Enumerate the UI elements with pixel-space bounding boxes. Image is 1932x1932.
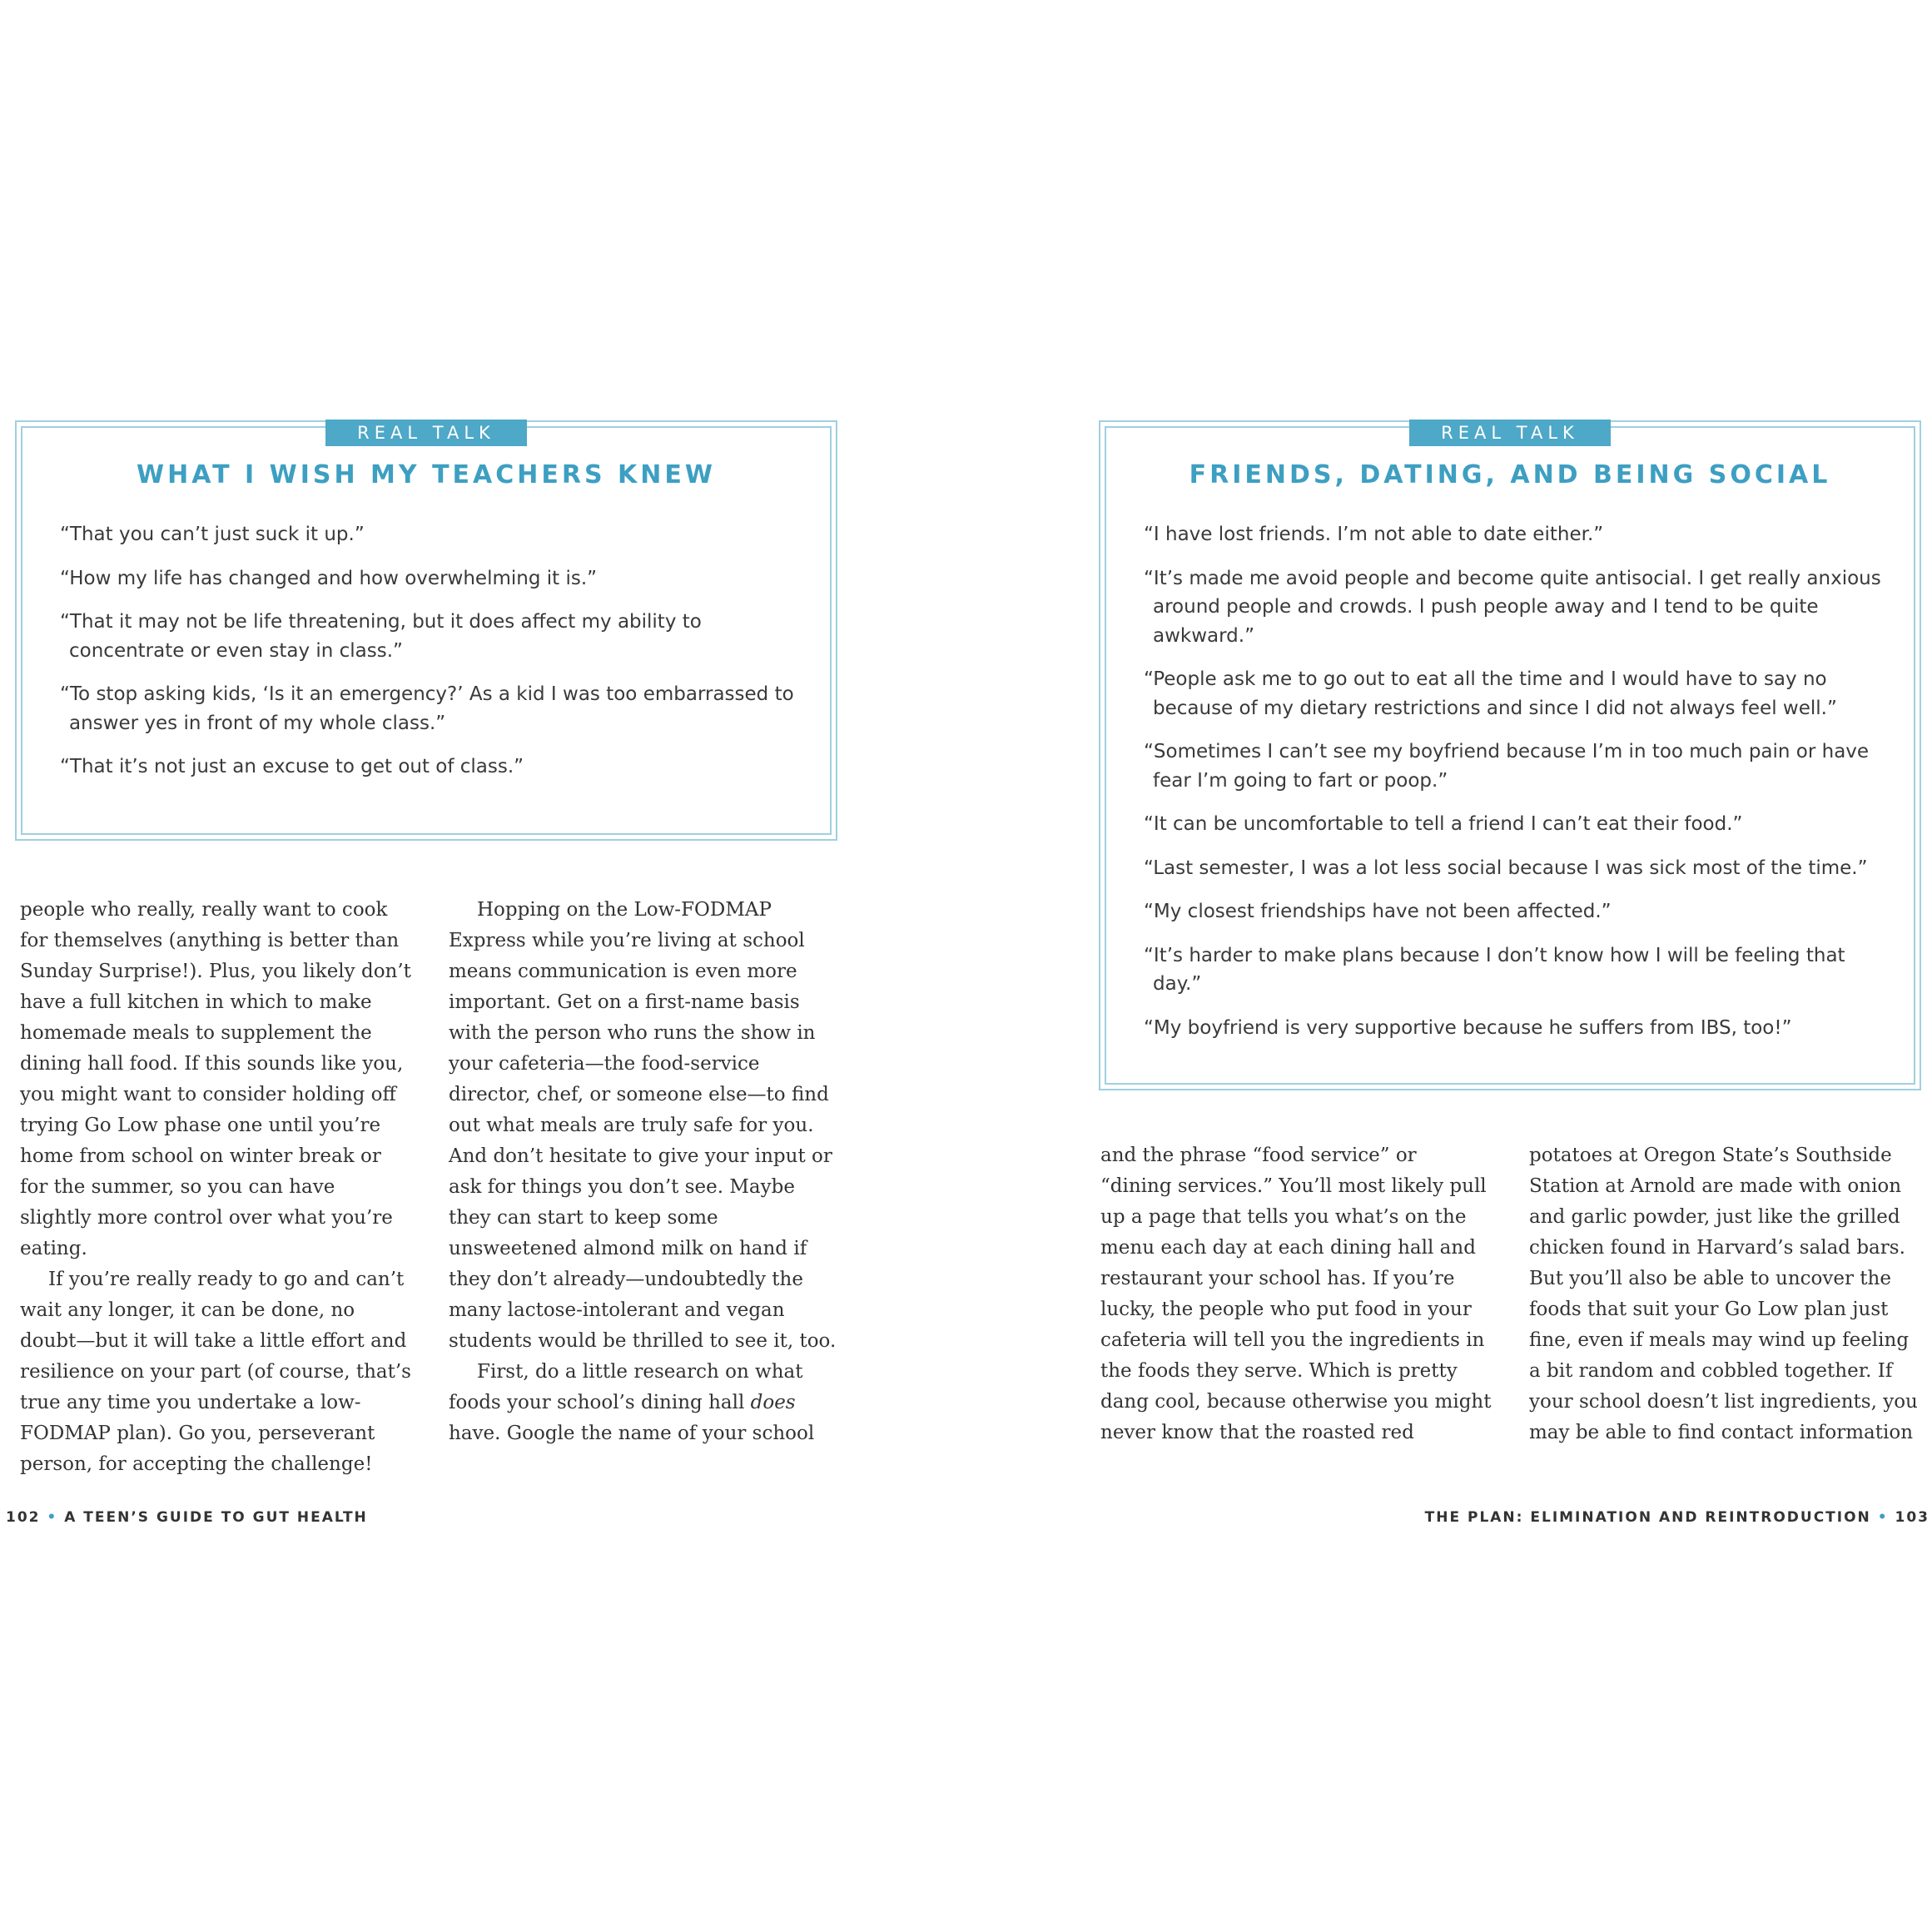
sidebar-title: FRIENDS, DATING, AND BEING SOCIAL <box>1189 460 1831 489</box>
quote-list <box>60 520 802 797</box>
quote: “That you can’t just suck it up.” <box>60 524 365 545</box>
running-head: A TEEN’S GUIDE TO GUT HEALTH <box>64 1509 368 1526</box>
body-paragraph: If you’re really ready to go and can’t wait any longer, it can be done, no doubt—but it will take a little effort and resilience on your part (of course, that’s true any time you undertake a low-FODMAP plan). Go you, perseverant person, for accepting the challenge! <box>20 1269 411 1475</box>
quote: “It’s made me avoid people and become quite antisocial. I get really anxious around people and crowds. I push people away and I tend to be quite awkward.” <box>1144 567 1881 647</box>
bullet-separator: • <box>47 1509 58 1526</box>
page-number: 102 <box>6 1509 41 1526</box>
sidebar-title: WHAT I WISH MY TEACHERS KNEW <box>137 460 716 489</box>
bullet-separator: • <box>1877 1509 1889 1526</box>
quote: “That it may not be life threatening, but it does affect my ability to concentrate or even stay in class.” <box>60 611 702 662</box>
page-number: 103 <box>1895 1509 1930 1526</box>
text-run: First, do a little research on what foods your school’s dining hall <box>449 1361 803 1413</box>
body-paragraph: potatoes at Oregon State’s Southside Station at Arnold are made with onion and garlic powder, just like the grilled chicken found in Harvard’s salad bars. But you’ll also be able to uncover the foods that suit your Go Low plan just fine, even if meals may wind up feeling a bit random and cobbled together. If your school doesn’t list ingredients, you may be able to find contact information <box>1529 1145 1918 1443</box>
body-paragraph: and the phrase “food service” or “dining services.” You’ll most likely pull up a page that tells you what’s on the menu each day at each dining hall and restaurant your school has. If you’re lucky, the people who put food in your cafeteria will tell you the ingredients in the foods they serve. Which is pretty dang cool, because otherwise you might never know that the roasted red <box>1100 1145 1492 1443</box>
emphasis: does <box>750 1392 796 1413</box>
quote: “My boyfriend is very supportive because he suffers from IBS, too!” <box>1144 1016 1792 1039</box>
quote: “I have lost friends. I’m not able to date either.” <box>1144 524 1604 545</box>
footer-left <box>6 1509 368 1526</box>
right-page <box>966 0 1932 1932</box>
body-paragraph: Hopping on the Low-FODMAP Express while you’re living at school means communication is even more important. Get on a first-name basis with the person who runs the show in your cafeteria—the food-service director, chef, or someone else—to find out what meals are truly safe for you. And don’t hesitate to give your input or ask for things you don’t see. Maybe they can start to keep some unsweetened almond milk on hand if they don’t already—undoubtedly the many lactose-intolerant and vegan students would be thrilled to see it, too. <box>449 899 837 1352</box>
quote: “To stop asking kids, ‘Is it an emergency?’ As a kid I was too embarrassed to answer yes in front of my whole class.” <box>60 683 794 734</box>
body-column-2 <box>1529 1140 1920 1448</box>
quote: “My closest friendships have not been affected.” <box>1144 901 1612 922</box>
body-column-1 <box>20 895 411 1480</box>
body-paragraph <box>449 1357 840 1449</box>
body-column-2 <box>449 895 840 1449</box>
sidebar-teachers <box>15 420 837 841</box>
text-run: have. Google the name of your school <box>449 1423 815 1444</box>
running-head: THE PLAN: ELIMINATION AND REINTRODUCTION <box>1424 1509 1871 1526</box>
quote: “It’s harder to make plans because I don’t know how I will be feeling that day.” <box>1144 944 1845 995</box>
quote: “People ask me to go out to eat all the time and I would have to say no because of my dietary restrictions and since I did not always feel well.” <box>1144 668 1837 719</box>
quote: “Last semester, I was a lot less social because I was sick most of the time.” <box>1144 857 1868 879</box>
quote: “It can be uncomfortable to tell a friend I can’t eat their food.” <box>1144 813 1743 835</box>
real-talk-tag: REAL TALK <box>325 420 527 446</box>
body-paragraph: people who really, really want to cook for themselves (anything is better than Sunday Surprise!). Plus, you likely don’t have a full kitchen in which to make homemade meals to supplement the dining hall food. If this sounds like you, you might want to consider holding off trying Go Low phase one until you’re home from school on winter break or for the summer, so you can have slightly more control over what you’re eating. <box>20 899 411 1259</box>
quote-list <box>1144 520 1886 1057</box>
sidebar-social <box>1099 420 1921 1090</box>
footer-right <box>1425 1509 1930 1526</box>
quote: “Sometimes I can’t see my boyfriend because I’m in too much pain or have fear I’m going to fart or poop.” <box>1144 741 1870 792</box>
body-column-1 <box>1100 1140 1492 1448</box>
real-talk-tag: REAL TALK <box>1409 420 1611 446</box>
quote: “That it’s not just an excuse to get out of class.” <box>60 756 524 777</box>
quote: “How my life has changed and how overwhelming it is.” <box>60 567 598 589</box>
